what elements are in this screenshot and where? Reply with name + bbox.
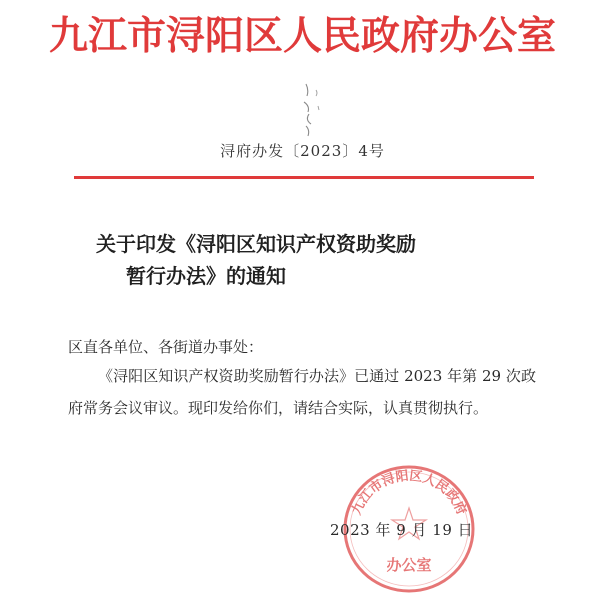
red-separator-line xyxy=(74,176,534,179)
body-paragraph xyxy=(68,360,536,424)
notice-title-line-2: 暂行办法》的通知 xyxy=(126,264,286,288)
body-text: 《浔阳区知识产权资助奖励暂行办法》已通过 2023 年第 29 次政府常务会议审议。现印发给你们，请结合实际，认真贯彻执行。 xyxy=(68,367,536,417)
seal-bottom-text: 办公室 xyxy=(386,556,432,574)
seal-top-text: 九江市浔阳区人民政府 xyxy=(349,468,469,518)
notice-title xyxy=(96,228,526,292)
notice-title-line-1: 关于印发《浔阳区知识产权资助奖励 xyxy=(96,232,416,256)
document-date: 2023 年 9 月 19 日 xyxy=(330,521,474,539)
letterhead-title: 九江市浔阳区人民政府办公室 xyxy=(48,13,556,59)
handwritten-mark xyxy=(296,80,330,140)
addressee: 区直各单位、各街道办事处： xyxy=(68,338,264,356)
document-number: 浔府办发〔2023〕4号 xyxy=(220,142,385,160)
svg-text:九江市浔阳区人民政府 xyxy=(348,468,469,518)
